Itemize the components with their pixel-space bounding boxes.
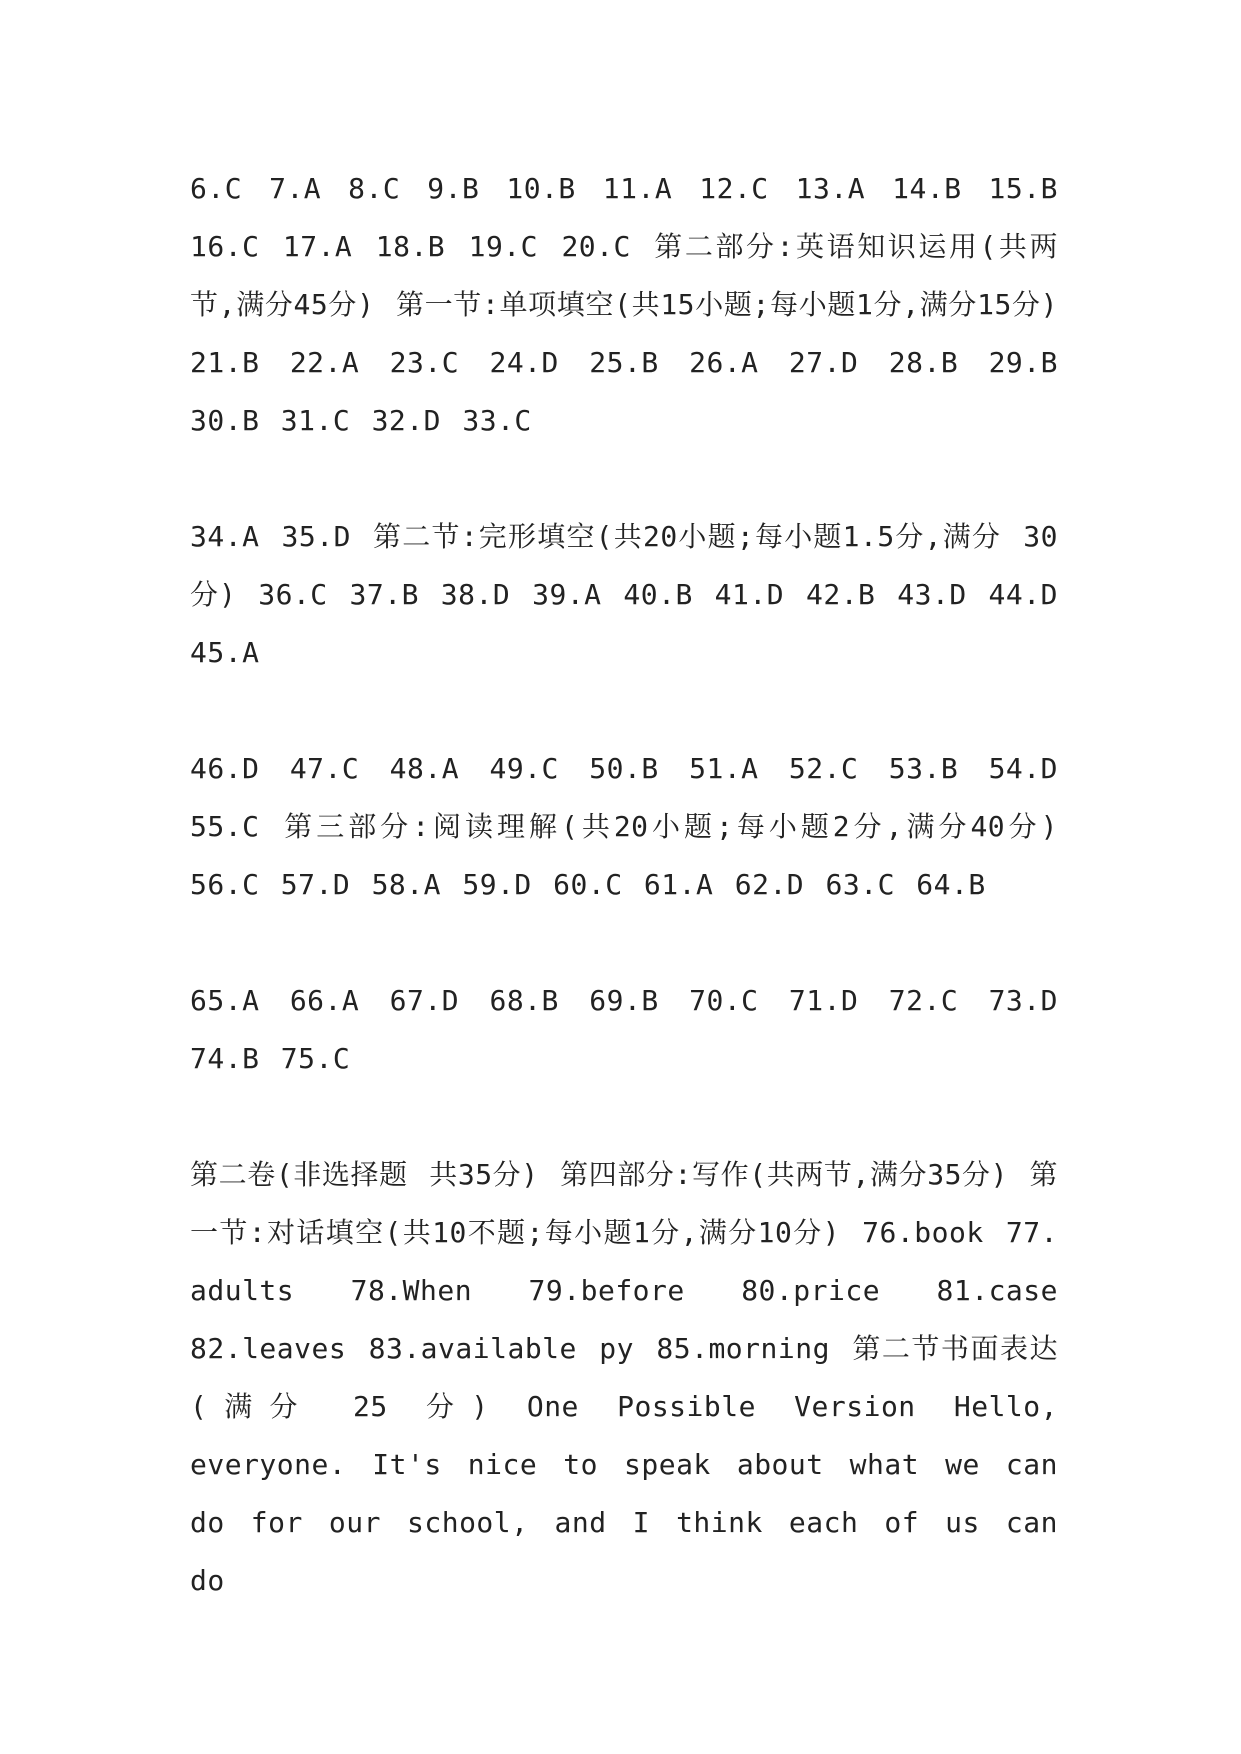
paragraph-answers-34-45: 34.A 35.D 第二节:完形填空(共20小题;每小题1.5分,满分 30 分) 36.C 37.B 38.D 39.A 40.B 41.D 42.B 43.D 44.D 45.A [190,520,1058,669]
paragraph-answers-65-75: 65.A 66.A 67.D 68.B 69.B 70.C 71.D 72.C 73.D 74.B 75.C [190,984,1058,1075]
paragraph-answers-6-33: 6.C 7.A 8.C 9.B 10.B 11.A 12.C 13.A 14.B 15.B 16.C 17.A 18.B 19.C 20.C 第二部分:英语知识运用(共两节,满分45分) 第一节:单项填空(共15小题;每小题1分,满分15分) 21.B 22.A 23.C 24.D 25.B 26.A 27.D 28.B 29.B 30.B 31.C 32.D 33.C [190,172,1058,437]
paragraph-answers-46-64: 46.D 47.C 48.A 49.C 50.B 51.A 52.C 53.B 54.D 55.C 第三部分:阅读理解(共20小题;每小题2分,满分40分) 56.C 57.D 58.A 59.D 60.C 61.A 62.D 63.C 64.B [190,752,1058,901]
answer-key-content [190,160,1058,1668]
paragraph-writing-section: 第二卷(非选择题 共35分) 第四部分:写作(共两节,满分35分) 第一节:对话填空(共10不题;每小题1分,满分10分) 76.book 77. adults 78.When 79.before 80.price 81.case 82.leaves 83.available py 85.morning 第二节书面表达(满分 25 分) One Possible Version Hello, everyone. It's nice to speak about what we can do for our school, and I think each of us can do [190,1158,1058,1597]
